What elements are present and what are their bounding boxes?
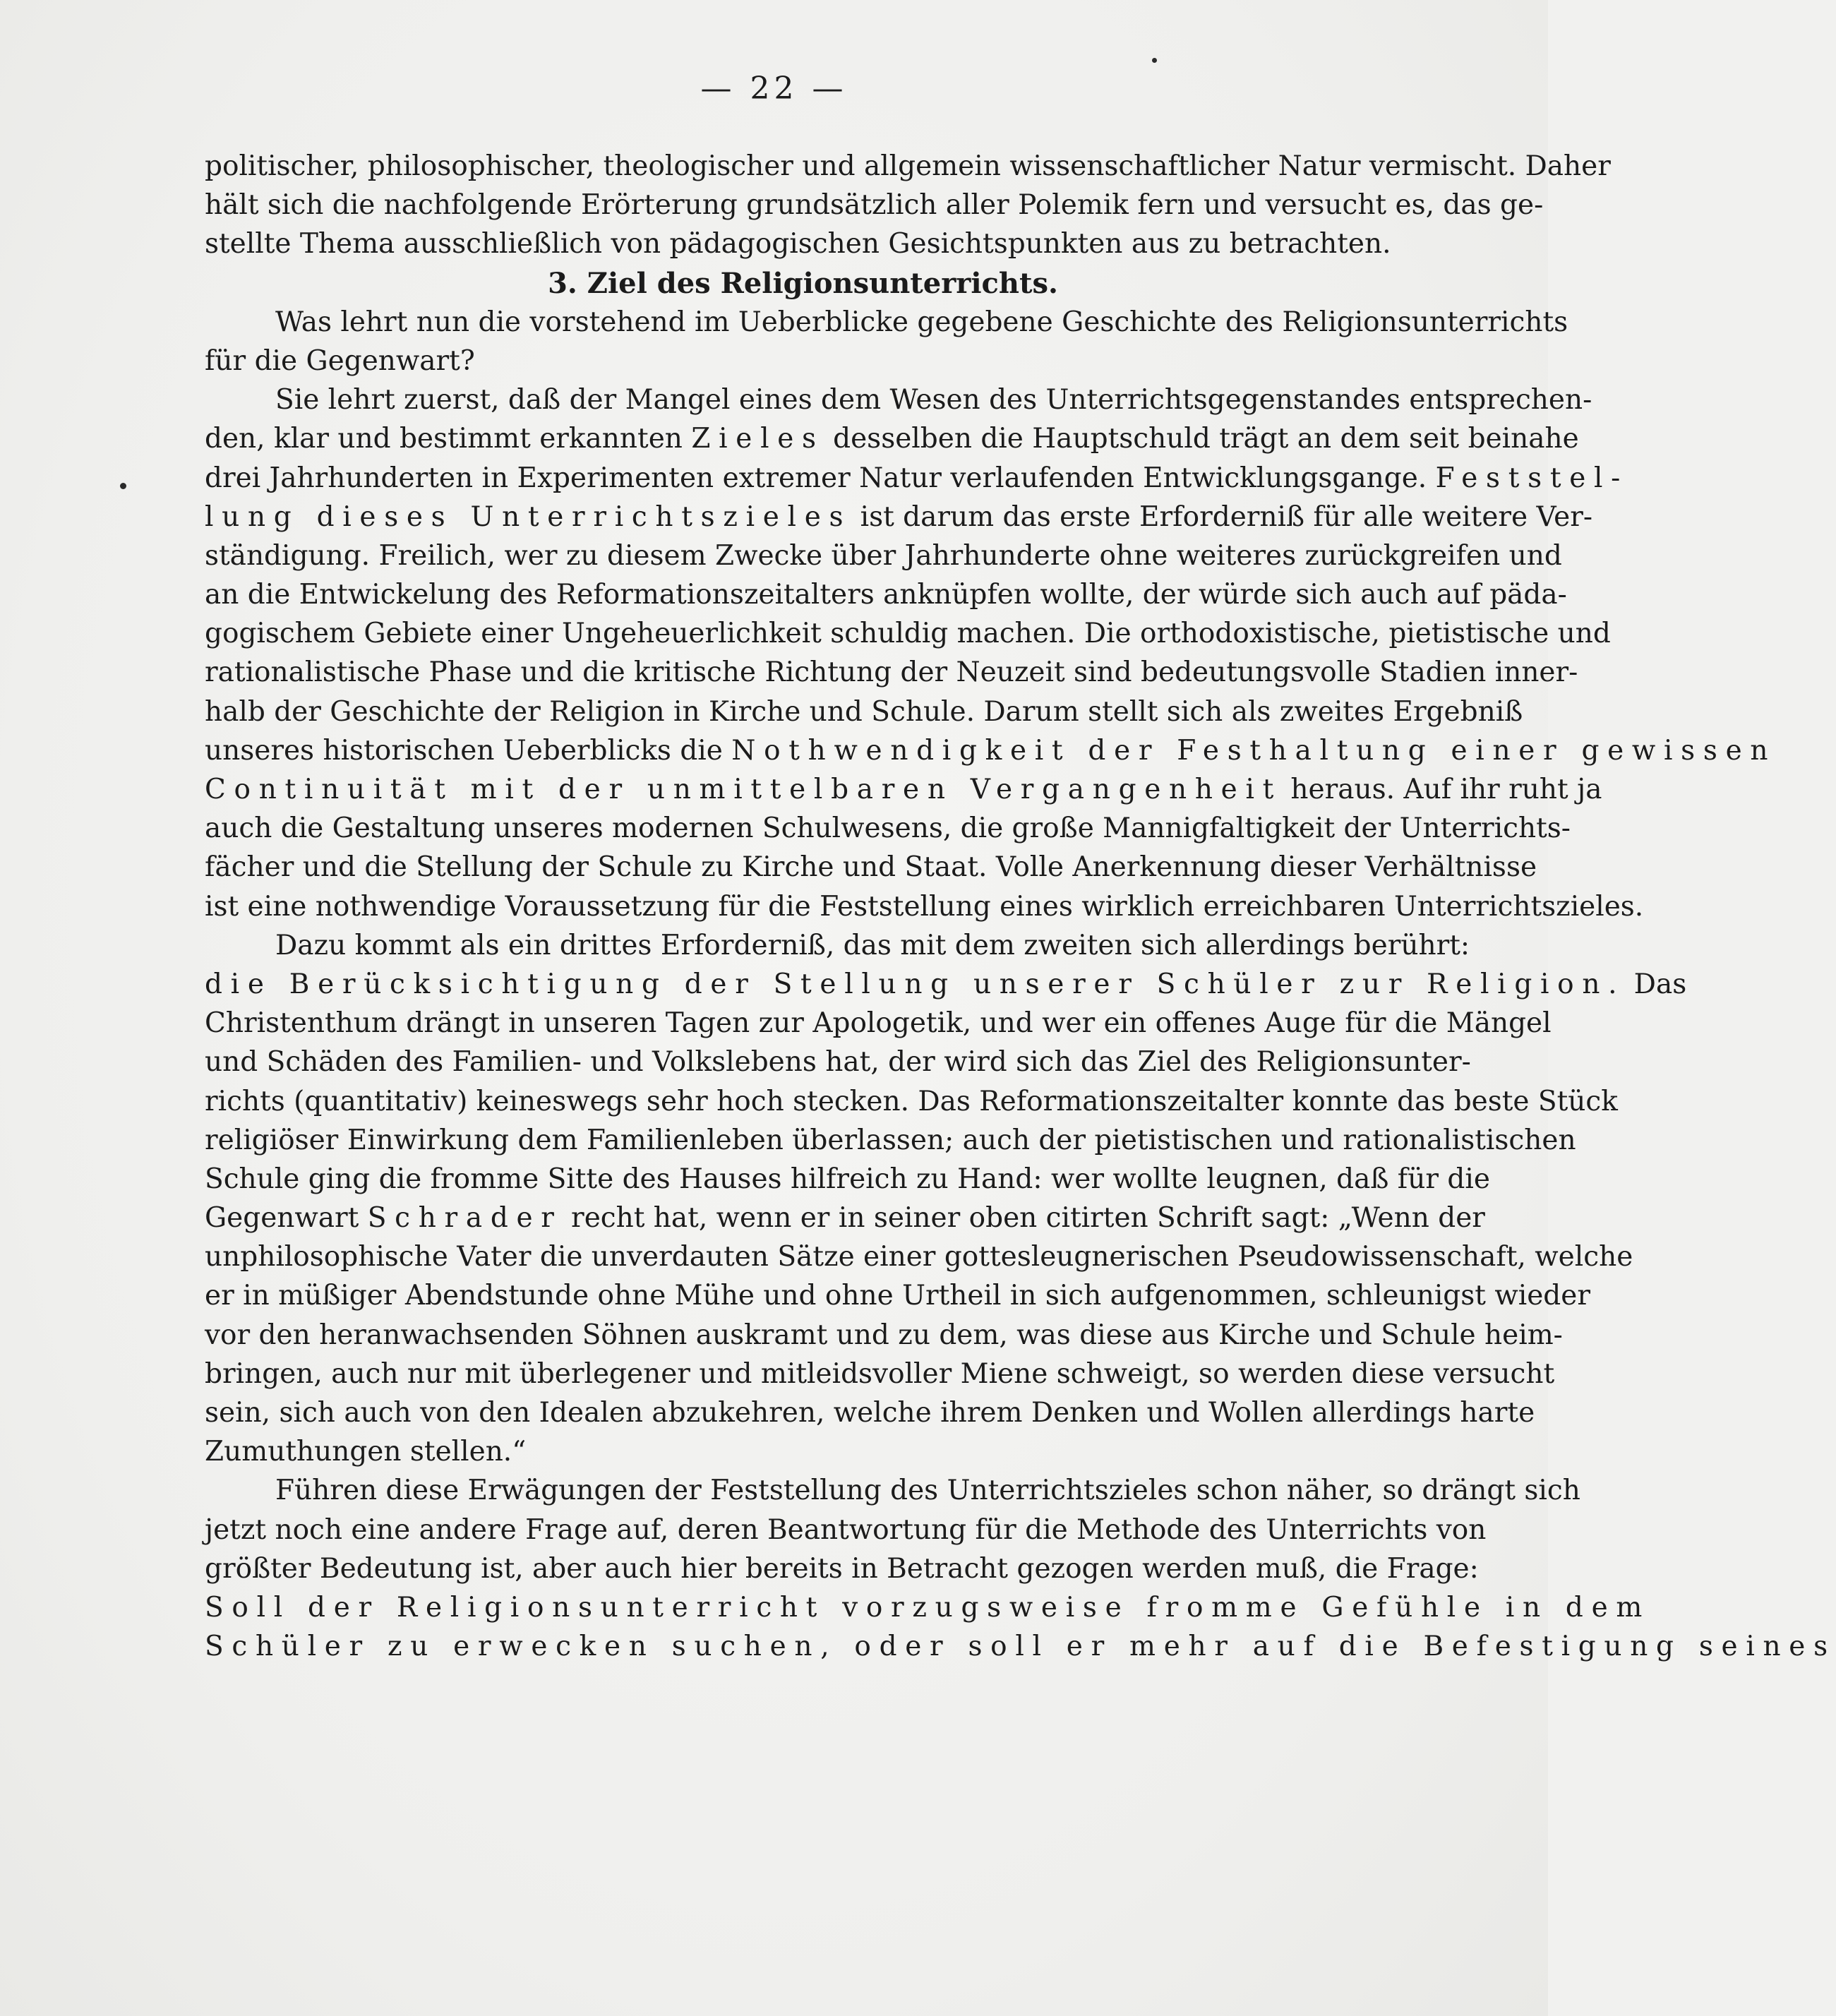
text-line: jetzt noch eine andere Frage auf, deren Beantwortung für die Methode des Unterrichts von [205,1513,1487,1546]
spaced-emphasis: Schrader [367,1202,563,1235]
text-line: sein, sich auch von den Idealen abzukehren, welche ihrem Denken und Wollen allerdings harte [205,1397,1535,1429]
text-line [205,419,1579,458]
text-line: an die Entwickelung des Reformationszeitalters anknüpfen wollte, der würde sich auch auf päda- [205,579,1567,611]
text-line: für die Gegenwart? [205,344,475,377]
ink-speck [1152,58,1157,63]
text-run: ist darum das erste Erforderniß für alle weitere Ver- [860,500,1593,533]
section-heading: 3. Ziel des Religionsunterrichts. [548,266,1058,300]
body-text [205,147,1836,1666]
text-line: auch die Gestaltung unseres modernen Schulwesens, die große Mannigfaltigkeit der Unterrichts- [205,812,1571,845]
text-line: politischer, philosophischer, theologischer und allgemein wissenschaftlicher Natur vermischt. Daher [205,150,1611,182]
page-number: — 22 — [700,71,848,107]
text-line [205,1627,1836,1666]
spaced-emphasis: Zieles [691,423,824,455]
text-line [205,731,1777,770]
spaced-emphasis: Soll der Religionsunterricht vorzugsweise fromme Gefühle in dem [205,1591,1651,1624]
text-line: fächer und die Stellung der Schule zu Kirche und Staat. Volle Anerkennung dieser Verhältnisse [205,851,1537,884]
text-run: desselben die Hauptschuld trägt an dem seit beinahe [833,423,1579,455]
text-run: Gegenwart [205,1202,359,1235]
text-line: religiöser Einwirkung dem Familienleben überlassen; auch der pietistischen und rationalistischen [205,1124,1576,1156]
text-line: Zumuthungen stellen.“ [205,1436,527,1468]
text-run: Das [1633,968,1687,1000]
text-line: größter Bedeutung ist, aber auch hier bereits in Betracht gezogen werden muß, die Frage: [205,1552,1479,1585]
text-line: ständigung. Freilich, wer zu diesem Zwecke über Jahrhunderte ohne weiteres zurückgreifen und [205,539,1562,572]
ink-speck [120,483,126,489]
spaced-emphasis: lung dieses Unterrichtszieles [205,500,852,533]
spaced-emphasis: Schüler zu erwecken suchen, oder soll er mehr auf die Befestigung seines [205,1631,1836,1663]
spaced-emphasis: Continuität mit der unmittelbaren Vergangenheit [205,774,1282,805]
spaced-emphasis: Nothwendigkeit der Festhaltung einer gewissen [731,734,1777,767]
text-line [205,1199,1485,1237]
text-line: unphilosophische Vater die unverdauten Sätze einer gottesleugnerischen Pseudowissenschaft, welche [205,1241,1633,1273]
text-line [205,498,1593,536]
text-line: richts (quantitativ) keineswegs sehr hoch stecken. Das Reformationszeitalter konnte das beste Stück [205,1085,1618,1117]
text-line: und Schäden des Familien- und Volkslebens hat, der wird sich das Ziel des Religionsunter- [205,1046,1471,1079]
text-line: Dazu kommt als ein drittes Erforderniß, das mit dem zweiten sich allerdings berührt: [275,929,1470,961]
text-line: hält sich die nachfolgende Erörterung grundsätzlich aller Polemik fern und versucht es, das ge- [205,189,1544,222]
text-line: gogischem Gebiete einer Ungeheuerlichkeit schuldig machen. Die orthodoxistische, pietistische und [205,618,1611,650]
text-run: recht hat, wenn er in seiner oben citirten Schrift sagt: „Wenn der [571,1202,1485,1235]
text-line: Was lehrt nun die vorstehend im Ueberblicke gegebene Geschichte des Religionsunterrichts [275,306,1568,338]
spaced-emphasis: die Berücksichtigung der Stellung unserer Schüler zur Religion. [205,968,1626,1000]
text-line [205,965,1687,1004]
text-run: drei Jahrhunderten in Experimenten extremer Natur verlaufenden Entwicklungsgange. [205,462,1427,494]
text-line [205,1588,1651,1627]
text-line: Führen diese Erwägungen der Feststellung des Unterrichtszieles schon näher, so drängt sich [275,1475,1580,1507]
text-line: ist eine nothwendige Voraussetzung für die Feststellung eines wirklich erreichbaren Unterrichtszieles. [205,890,1644,923]
text-line [205,770,1602,809]
text-line: stellte Thema ausschließlich von pädagogischen Gesichtspunkten aus zu betrachten. [205,228,1391,260]
text-run: heraus. Auf ihr ruht ja [1290,774,1602,805]
text-line: Sie lehrt zuerst, daß der Mangel eines dem Wesen des Unterrichtsgegenstandes entsprechen- [275,384,1592,416]
text-line [205,459,1629,498]
text-line: vor den heranwachsenden Söhnen auskramt und zu dem, was diese aus Kirche und Schule heim- [205,1319,1563,1351]
text-line: bringen, auch nur mit überlegener und mitleidsvoller Miene schweigt, so werden diese versucht [205,1357,1555,1390]
spaced-emphasis: Feststel- [1435,462,1629,494]
text-line: Christenthum drängt in unseren Tagen zur Apologetik, und wer ein offenes Auge für die Mängel [205,1007,1552,1040]
text-line: Schule ging die fromme Sitte des Hauses hilfreich zu Hand: wer wollte leugnen, daß für die [205,1163,1490,1195]
text-run: unseres historischen Ueberblicks die [205,734,723,767]
text-line: er in müßiger Abendstunde ohne Mühe und ohne Urtheil in sich aufgenommen, schleunigst wieder [205,1280,1590,1312]
text-line: rationalistische Phase und die kritische Richtung der Neuzeit sind bedeutungsvolle Stadien inner- [205,656,1578,689]
text-line: halb der Geschichte der Religion in Kirche und Schule. Darum stellt sich als zweites Ergebniß [205,695,1523,728]
text-run: den, klar und bestimmt erkannten [205,423,683,455]
